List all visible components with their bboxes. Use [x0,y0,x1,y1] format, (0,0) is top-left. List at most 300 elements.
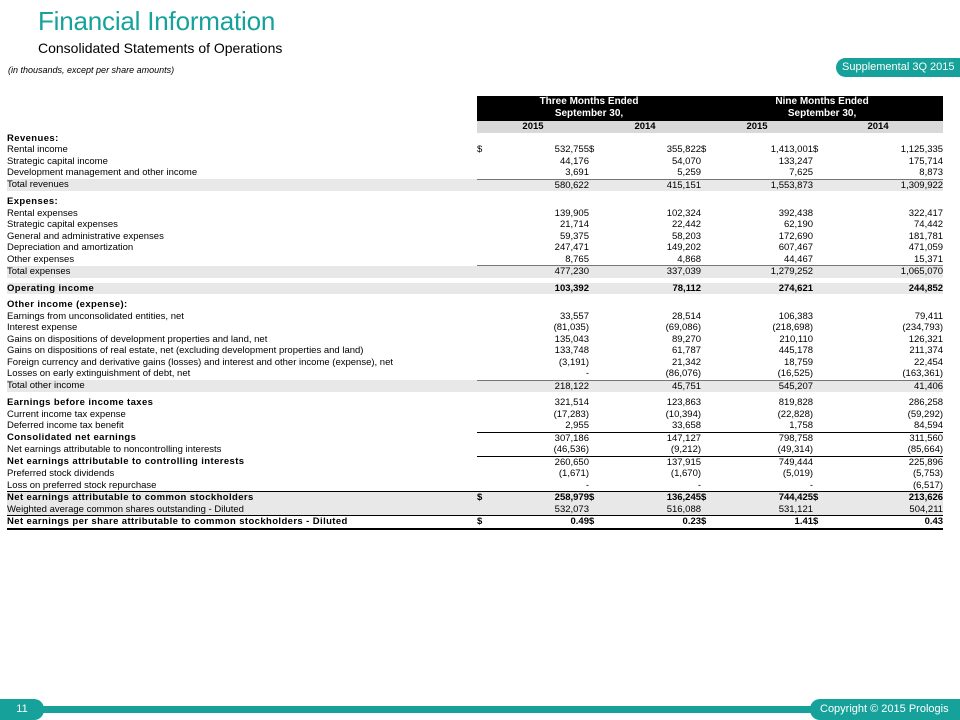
row-label: Losses on early extinguishment of debt, net [7,368,191,380]
currency-symbol [813,167,827,179]
table-row [7,516,943,529]
value-cell: 322,417 [908,207,944,219]
empty-cell [477,299,943,311]
value-cell: 172,690 [778,230,814,242]
currency-symbol [589,334,603,346]
value-cell: 133,247 [778,155,814,167]
value-cell: 415,151 [603,179,701,191]
value-cell: 106,383 [778,310,814,322]
value-cell: 532,755 [554,144,589,155]
currency-symbol [477,504,491,516]
value-cell: (1,671) [558,468,589,479]
value-cell: 61,787 [671,345,702,356]
value-cell: 260,650 [491,456,589,468]
value-cell: 531,121 [715,504,813,516]
currency-symbol [813,156,827,168]
row-label: Preferred stock dividends [7,468,115,479]
value-cell: (1,670) [670,468,702,479]
currency-symbol [589,283,603,295]
currency-symbol [477,208,491,220]
page-subtitle: Consolidated Statements of Operations [38,40,283,56]
currency-symbol [589,179,603,191]
row-label: Other income (expense): [7,299,128,310]
currency-symbol [701,504,715,516]
currency-symbol [813,409,827,421]
table-row [7,504,943,516]
value-cell: (49,314) [777,444,814,455]
value-cell: 3,691 [565,167,589,178]
row-label: General and administrative expenses [7,230,164,242]
currency-symbol [701,322,715,334]
value-cell: (86,076) [665,368,702,379]
currency-symbol [701,420,715,432]
currency-symbol [477,322,491,334]
currency-symbol [813,283,827,295]
row-label: Net earnings attributable to noncontrolling interests [7,444,222,456]
currency-symbol [589,254,603,266]
value-cell: 41,406 [827,380,943,392]
value-cell: 102,324 [666,207,702,219]
value-cell: 0.23 [603,516,701,529]
value-cell: 1,758 [789,420,814,431]
value-cell: 225,896 [827,456,943,468]
currency-symbol [477,345,491,357]
currency-symbol [813,480,827,492]
table-row [7,311,943,323]
value-cell: 532,073 [491,504,589,516]
currency-symbol [477,480,491,492]
value-cell: 1,413,001 [770,144,814,155]
currency-symbol [701,334,715,346]
currency-symbol [701,242,715,254]
value-cell: 819,828 [778,397,814,408]
value-cell: 33,557 [559,310,589,322]
table-row [7,368,943,380]
table-row [7,432,943,444]
value-cell: 18,759 [783,356,814,368]
row-label: Earnings before income taxes [7,397,154,408]
value-cell: 749,444 [715,456,813,468]
value-cell: - [585,479,589,491]
currency-symbol [477,266,491,278]
currency-symbol [589,357,603,369]
currency-symbol [589,219,603,231]
value-cell: (9,212) [670,444,702,455]
currency-symbol [701,311,715,323]
value-cell: - [809,479,814,491]
table-row [7,219,943,231]
currency-symbol: $ [701,516,715,529]
value-cell: 126,321 [908,333,944,345]
currency-symbol [477,368,491,380]
value-cell: 137,915 [603,456,701,468]
value-cell: 445,178 [778,345,814,356]
currency-symbol [589,266,603,278]
currency-symbol [589,311,603,323]
currency-symbol: $ [813,492,827,504]
currency-symbol: $ [589,492,603,504]
currency-symbol [701,468,715,480]
currency-symbol [813,311,827,323]
currency-symbol [701,432,715,444]
table-row [7,492,943,504]
value-cell: 311,560 [827,432,943,444]
table-row [7,420,943,432]
value-cell: 139,905 [554,207,589,219]
value-cell: 247,471 [554,242,589,253]
row-label: Total other income [7,380,477,392]
row-label: Foreign currency and derivative gains (losses) and interest and other income (expense), net [7,356,394,368]
currency-symbol [477,242,491,254]
value-cell: (69,086) [665,322,702,333]
currency-symbol [701,219,715,231]
currency-symbol [477,334,491,346]
currency-symbol: $ [477,516,491,529]
value-cell: 181,781 [908,230,944,242]
section-header-row [7,196,943,208]
value-cell: (10,394) [665,408,702,420]
table-row [7,254,943,266]
value-cell: 79,411 [914,310,944,322]
currency-symbol [477,179,491,191]
table-row [7,456,943,468]
currency-symbol [701,266,715,278]
currency-symbol [589,380,603,392]
nine-months-subheader: September 30, [701,108,943,121]
currency-symbol [701,380,715,392]
units-note: (in thousands, except per share amounts) [8,65,175,75]
table-row [7,242,943,254]
table-row [7,444,943,456]
value-cell: (46,536) [553,444,589,455]
currency-symbol [477,283,491,295]
value-cell: (163,361) [902,368,944,379]
value-cell: 798,758 [715,432,813,444]
value-cell: 210,110 [779,333,814,345]
row-label: Interest expense [7,322,78,333]
currency-symbol [813,345,827,357]
value-cell: (218,698) [772,322,814,333]
value-cell: 580,622 [491,179,589,191]
currency-symbol [589,322,603,334]
row-label: Net earnings per share attributable to common stockholders - Diluted [7,516,477,529]
value-cell: 44,467 [783,253,814,265]
currency-symbol [701,480,715,492]
empty-cell [477,133,943,145]
table-row [7,480,943,492]
row-label: Revenues: [7,132,59,144]
value-cell: (81,035) [553,322,589,333]
currency-symbol [589,368,603,380]
currency-symbol [701,156,715,168]
value-cell: (5,019) [782,468,814,479]
row-label: Rental income [7,144,68,155]
table-row [7,380,943,392]
currency-symbol [589,242,603,254]
currency-symbol: $ [701,492,715,504]
currency-symbol [701,208,715,220]
value-cell: - [697,479,702,491]
currency-symbol [813,444,827,456]
currency-symbol [813,397,827,409]
value-cell: 0.49 [491,516,589,529]
currency-symbol [589,156,603,168]
currency-symbol [813,231,827,243]
row-label: Strategic capital expenses [7,219,118,230]
value-cell: 516,088 [603,504,701,516]
table-row [7,231,943,243]
currency-symbol [813,266,827,278]
period-subheader-row [7,108,943,121]
value-cell: 1.41 [715,516,813,529]
currency-symbol [589,231,603,243]
currency-symbol [813,334,827,346]
value-cell: 1,065,070 [827,266,943,278]
currency-symbol [477,167,491,179]
value-cell: 545,207 [715,380,813,392]
currency-symbol [813,219,827,231]
row-label: Loss on preferred stock repurchase [7,479,157,491]
value-cell: (17,283) [553,408,589,420]
value-cell: 33,658 [671,420,702,431]
row-label: Development management and other income [7,167,198,179]
section-header-row [7,133,943,145]
table-row [7,345,943,357]
period-header-row [7,96,943,108]
value-cell: 21,714 [559,219,589,230]
value-cell: 149,202 [666,242,702,253]
supplemental-badge: Supplemental 3Q 2015 [836,58,960,77]
currency-symbol [813,504,827,516]
value-cell: 78,112 [603,283,701,295]
value-cell: (59,292) [907,408,944,420]
currency-symbol: $ [477,144,483,155]
currency-symbol [589,167,603,179]
value-cell: 218,122 [491,380,589,392]
value-cell: 1,553,873 [715,179,813,191]
copyright-text: Copyright © 2015 Prologis [810,699,960,720]
value-cell: 22,442 [671,219,702,230]
value-cell: 45,751 [603,380,701,392]
currency-symbol [701,231,715,243]
year-header: 2014 [589,120,701,133]
currency-symbol [477,231,491,243]
currency-symbol [701,167,715,179]
value-cell: (22,828) [777,408,814,420]
currency-symbol [701,357,715,369]
currency-symbol [701,179,715,191]
value-cell: - [585,368,589,379]
table-row [7,208,943,220]
currency-symbol [813,357,827,369]
value-cell: 258,979 [491,492,589,504]
value-cell: 147,127 [603,432,701,444]
currency-symbol [813,420,827,432]
value-cell: 471,059 [908,242,944,253]
currency-symbol [813,208,827,220]
value-cell: 59,375 [559,230,589,242]
value-cell: 103,392 [491,283,589,295]
currency-symbol [589,456,603,468]
value-cell: 321,514 [554,397,589,408]
table-row [7,357,943,369]
page-title: Financial Information [38,6,276,36]
nine-months-header: Nine Months Ended [701,96,943,108]
value-cell: 15,371 [914,253,944,265]
value-cell: 5,259 [677,167,702,178]
value-cell: 28,514 [671,310,702,322]
value-cell: 477,230 [491,266,589,278]
value-cell: 4,868 [677,253,702,265]
value-cell: 1,309,922 [827,179,943,191]
table-row [7,409,943,421]
row-label: Gains on dispositions of development properties and land, net [7,333,268,345]
value-cell: (16,525) [777,368,814,379]
value-cell: 44,176 [559,155,589,167]
row-label: Net earnings attributable to controlling interests [7,456,245,468]
value-cell: 2,955 [565,420,589,431]
row-label: Earnings from unconsolidated entities, net [7,310,184,322]
currency-symbol [477,456,491,468]
currency-symbol [701,368,715,380]
value-cell: 58,203 [671,230,702,242]
currency-symbol [477,420,491,432]
value-cell: 337,039 [603,266,701,278]
value-cell: 355,822 [666,144,702,155]
row-label: Gains on dispositions of real estate, net (excluding development properties and land) [7,345,364,356]
currency-symbol: $ [813,144,819,155]
value-cell: 8,873 [919,167,944,178]
value-cell: 307,186 [491,432,589,444]
value-cell: 54,070 [671,155,702,167]
currency-symbol [813,179,827,191]
value-cell: 89,270 [671,333,702,345]
value-cell: 22,454 [914,356,944,368]
currency-symbol [589,444,603,456]
currency-symbol [813,254,827,266]
currency-symbol [589,468,603,480]
row-label: Weighted average common shares outstanding - Diluted [7,504,477,516]
value-cell: 135,043 [554,333,589,345]
currency-symbol [589,409,603,421]
table-row [7,468,943,480]
empty-cell [477,196,943,208]
value-cell: 62,190 [783,219,814,230]
value-cell: (5,753) [912,468,944,479]
currency-symbol [813,468,827,480]
currency-symbol [701,456,715,468]
currency-symbol [589,504,603,516]
three-months-subheader: September 30, [477,108,701,121]
value-cell: 74,442 [914,219,944,230]
currency-symbol [477,156,491,168]
currency-symbol [813,242,827,254]
currency-symbol: $ [701,144,707,155]
currency-symbol [813,456,827,468]
row-label: Total expenses [7,266,477,278]
value-cell: 274,621 [715,283,813,295]
table-row [7,397,943,409]
row-label: Net earnings attributable to common stockholders [7,492,477,504]
currency-symbol [477,397,491,409]
currency-symbol: $ [589,516,603,529]
table-row [7,334,943,346]
currency-symbol [477,219,491,231]
value-cell: 744,425 [715,492,813,504]
row-label: Current income tax expense [7,408,126,420]
currency-symbol [813,322,827,334]
value-cell: 286,258 [908,397,944,408]
row-label: Strategic capital income [7,155,108,167]
year-header: 2015 [701,120,813,133]
currency-symbol [701,283,715,295]
value-cell: 1,279,252 [715,266,813,278]
currency-symbol [701,444,715,456]
value-cell: 392,438 [778,207,814,219]
row-label: Total revenues [7,179,477,191]
currency-symbol [477,254,491,266]
income-statement-table [7,96,943,530]
currency-symbol [589,397,603,409]
value-cell: 0.43 [827,516,943,529]
currency-symbol: $ [477,492,491,504]
currency-symbol [701,397,715,409]
value-cell: 244,852 [827,283,943,295]
row-label: Consolidated net earnings [7,432,137,444]
currency-symbol [477,444,491,456]
currency-symbol [589,345,603,357]
value-cell: 175,714 [908,155,944,167]
value-cell: 133,748 [554,345,589,356]
value-cell: 21,342 [671,356,702,368]
value-cell: 123,863 [666,397,702,408]
currency-symbol [813,380,827,392]
page-number: 11 [0,699,44,720]
section-header-row [7,299,943,311]
value-cell: 213,626 [827,492,943,504]
value-cell: 1,125,335 [900,144,944,155]
row-label: Deferred income tax benefit [7,420,124,432]
currency-symbol [589,432,603,444]
currency-symbol: $ [589,144,595,155]
value-cell: (85,664) [907,444,944,455]
currency-symbol [589,480,603,492]
currency-symbol [589,420,603,432]
currency-symbol [813,368,827,380]
table-row [7,283,943,295]
currency-symbol [477,380,491,392]
table-row [7,156,943,168]
value-cell: 7,625 [789,167,814,178]
three-months-header: Three Months Ended [477,96,701,108]
value-cell: (6,517) [912,479,944,491]
year-header-row [7,120,943,133]
table-row [7,179,943,191]
currency-symbol [477,357,491,369]
value-cell: 211,374 [909,345,944,356]
table-row [7,167,943,179]
year-header: 2015 [477,120,589,133]
currency-symbol [589,208,603,220]
currency-symbol [701,409,715,421]
currency-symbol [813,432,827,444]
year-header: 2014 [813,120,943,133]
currency-symbol: $ [813,516,827,529]
value-cell: 8,765 [565,253,589,265]
row-label: Depreciation and amortization [7,242,134,253]
value-cell: (3,191) [558,356,589,368]
currency-symbol [477,311,491,323]
